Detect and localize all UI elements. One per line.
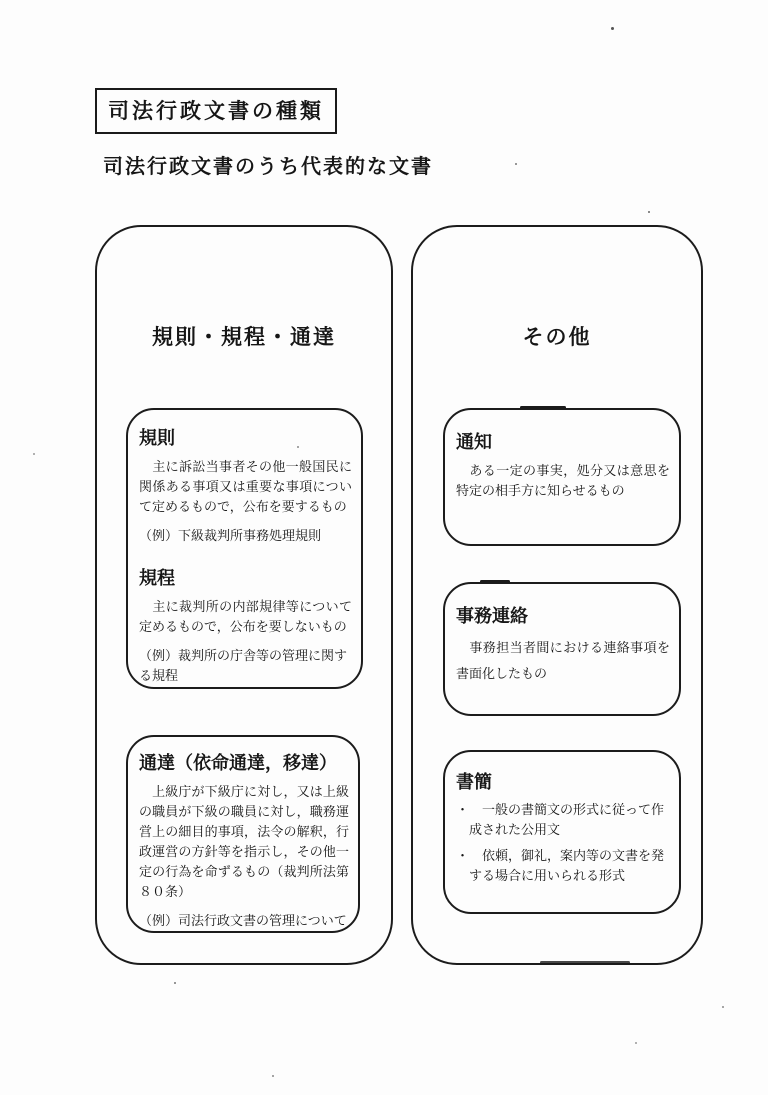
kitei-heading: 規程 bbox=[139, 568, 175, 588]
shokan-bullet-2 bbox=[456, 846, 670, 886]
scan-artifact bbox=[272, 1075, 274, 1077]
tsutatsu-heading: 通達（依命通達，移達） bbox=[139, 753, 337, 773]
scan-artifact bbox=[174, 982, 176, 984]
right-column-header: その他 bbox=[522, 326, 592, 349]
page-title: 司法行政文書の種類 bbox=[108, 100, 324, 123]
jimurenraku-heading: 事務連絡 bbox=[456, 606, 528, 626]
scan-artifact bbox=[611, 27, 614, 30]
kisoku-example: （例）下級裁判所事務処理規則 bbox=[139, 528, 322, 543]
tsuchi-heading: 通知 bbox=[456, 432, 492, 452]
tsuchi-box bbox=[443, 408, 681, 546]
rules-group-box bbox=[95, 225, 393, 965]
scan-artifact bbox=[540, 961, 630, 964]
kitei-example: （例）裁判所の庁舎等の管理に関する規程 bbox=[139, 648, 348, 683]
other-group-box bbox=[411, 225, 703, 965]
scan-artifact bbox=[722, 1006, 724, 1008]
shokan-box bbox=[443, 750, 681, 914]
left-column-header: 規則・規程・通達 bbox=[152, 326, 336, 349]
scan-artifact bbox=[635, 1042, 637, 1044]
tsutatsu-box bbox=[126, 735, 360, 933]
shokan-bullet-2-text: 依頼，御礼，案内等の文書を発する場合に用いられる形式 bbox=[469, 848, 665, 883]
scan-artifact bbox=[480, 580, 510, 583]
scan-artifact bbox=[520, 406, 566, 409]
kisoku-kitei-box bbox=[126, 408, 363, 689]
scan-artifact bbox=[297, 446, 299, 448]
scan-artifact bbox=[648, 211, 650, 213]
page-subtitle: 司法行政文書のうち代表的な文書 bbox=[103, 156, 433, 178]
shokan-bullet-1-text: 一般の書簡文の形式に従って作成された公用文 bbox=[469, 802, 665, 837]
tsutatsu-section bbox=[139, 751, 349, 931]
tsutatsu-example: （例）司法行政文書の管理について bbox=[139, 913, 347, 928]
kisoku-body: 主に訴訟当事者その他一般国民に関係ある事項又は重要な事項について定めるもので，公布を要するもの bbox=[139, 459, 352, 514]
scan-artifact bbox=[33, 453, 35, 455]
kitei-section bbox=[139, 566, 352, 686]
shokan-bullet-1 bbox=[456, 800, 670, 840]
kitei-body: 主に裁判所の内部規律等について定めるもので，公布を要しないもの bbox=[139, 599, 352, 634]
shokan-heading: 書簡 bbox=[456, 772, 492, 792]
jimurenraku-box bbox=[443, 582, 681, 716]
jimurenraku-body: 事務担当者間における連絡事項を書面化したもの bbox=[456, 640, 670, 681]
bullet-icon: ・ bbox=[456, 848, 470, 863]
kisoku-section bbox=[139, 426, 352, 546]
kisoku-heading: 規則 bbox=[139, 428, 175, 448]
scan-artifact bbox=[515, 163, 517, 165]
page-title-box bbox=[95, 88, 337, 134]
tsuchi-body: ある一定の事実，処分又は意思を特定の相手方に知らせるもの bbox=[456, 463, 670, 498]
bullet-icon: ・ bbox=[456, 802, 470, 817]
tsutatsu-body: 上級庁が下級庁に対し，又は上級の職員が下級の職員に対し，職務運営上の細目的事項，法令の解釈，行政運営の方針等を指示し，その他一定の行為を命ずるもの（裁判所法第８０条） bbox=[139, 784, 349, 899]
